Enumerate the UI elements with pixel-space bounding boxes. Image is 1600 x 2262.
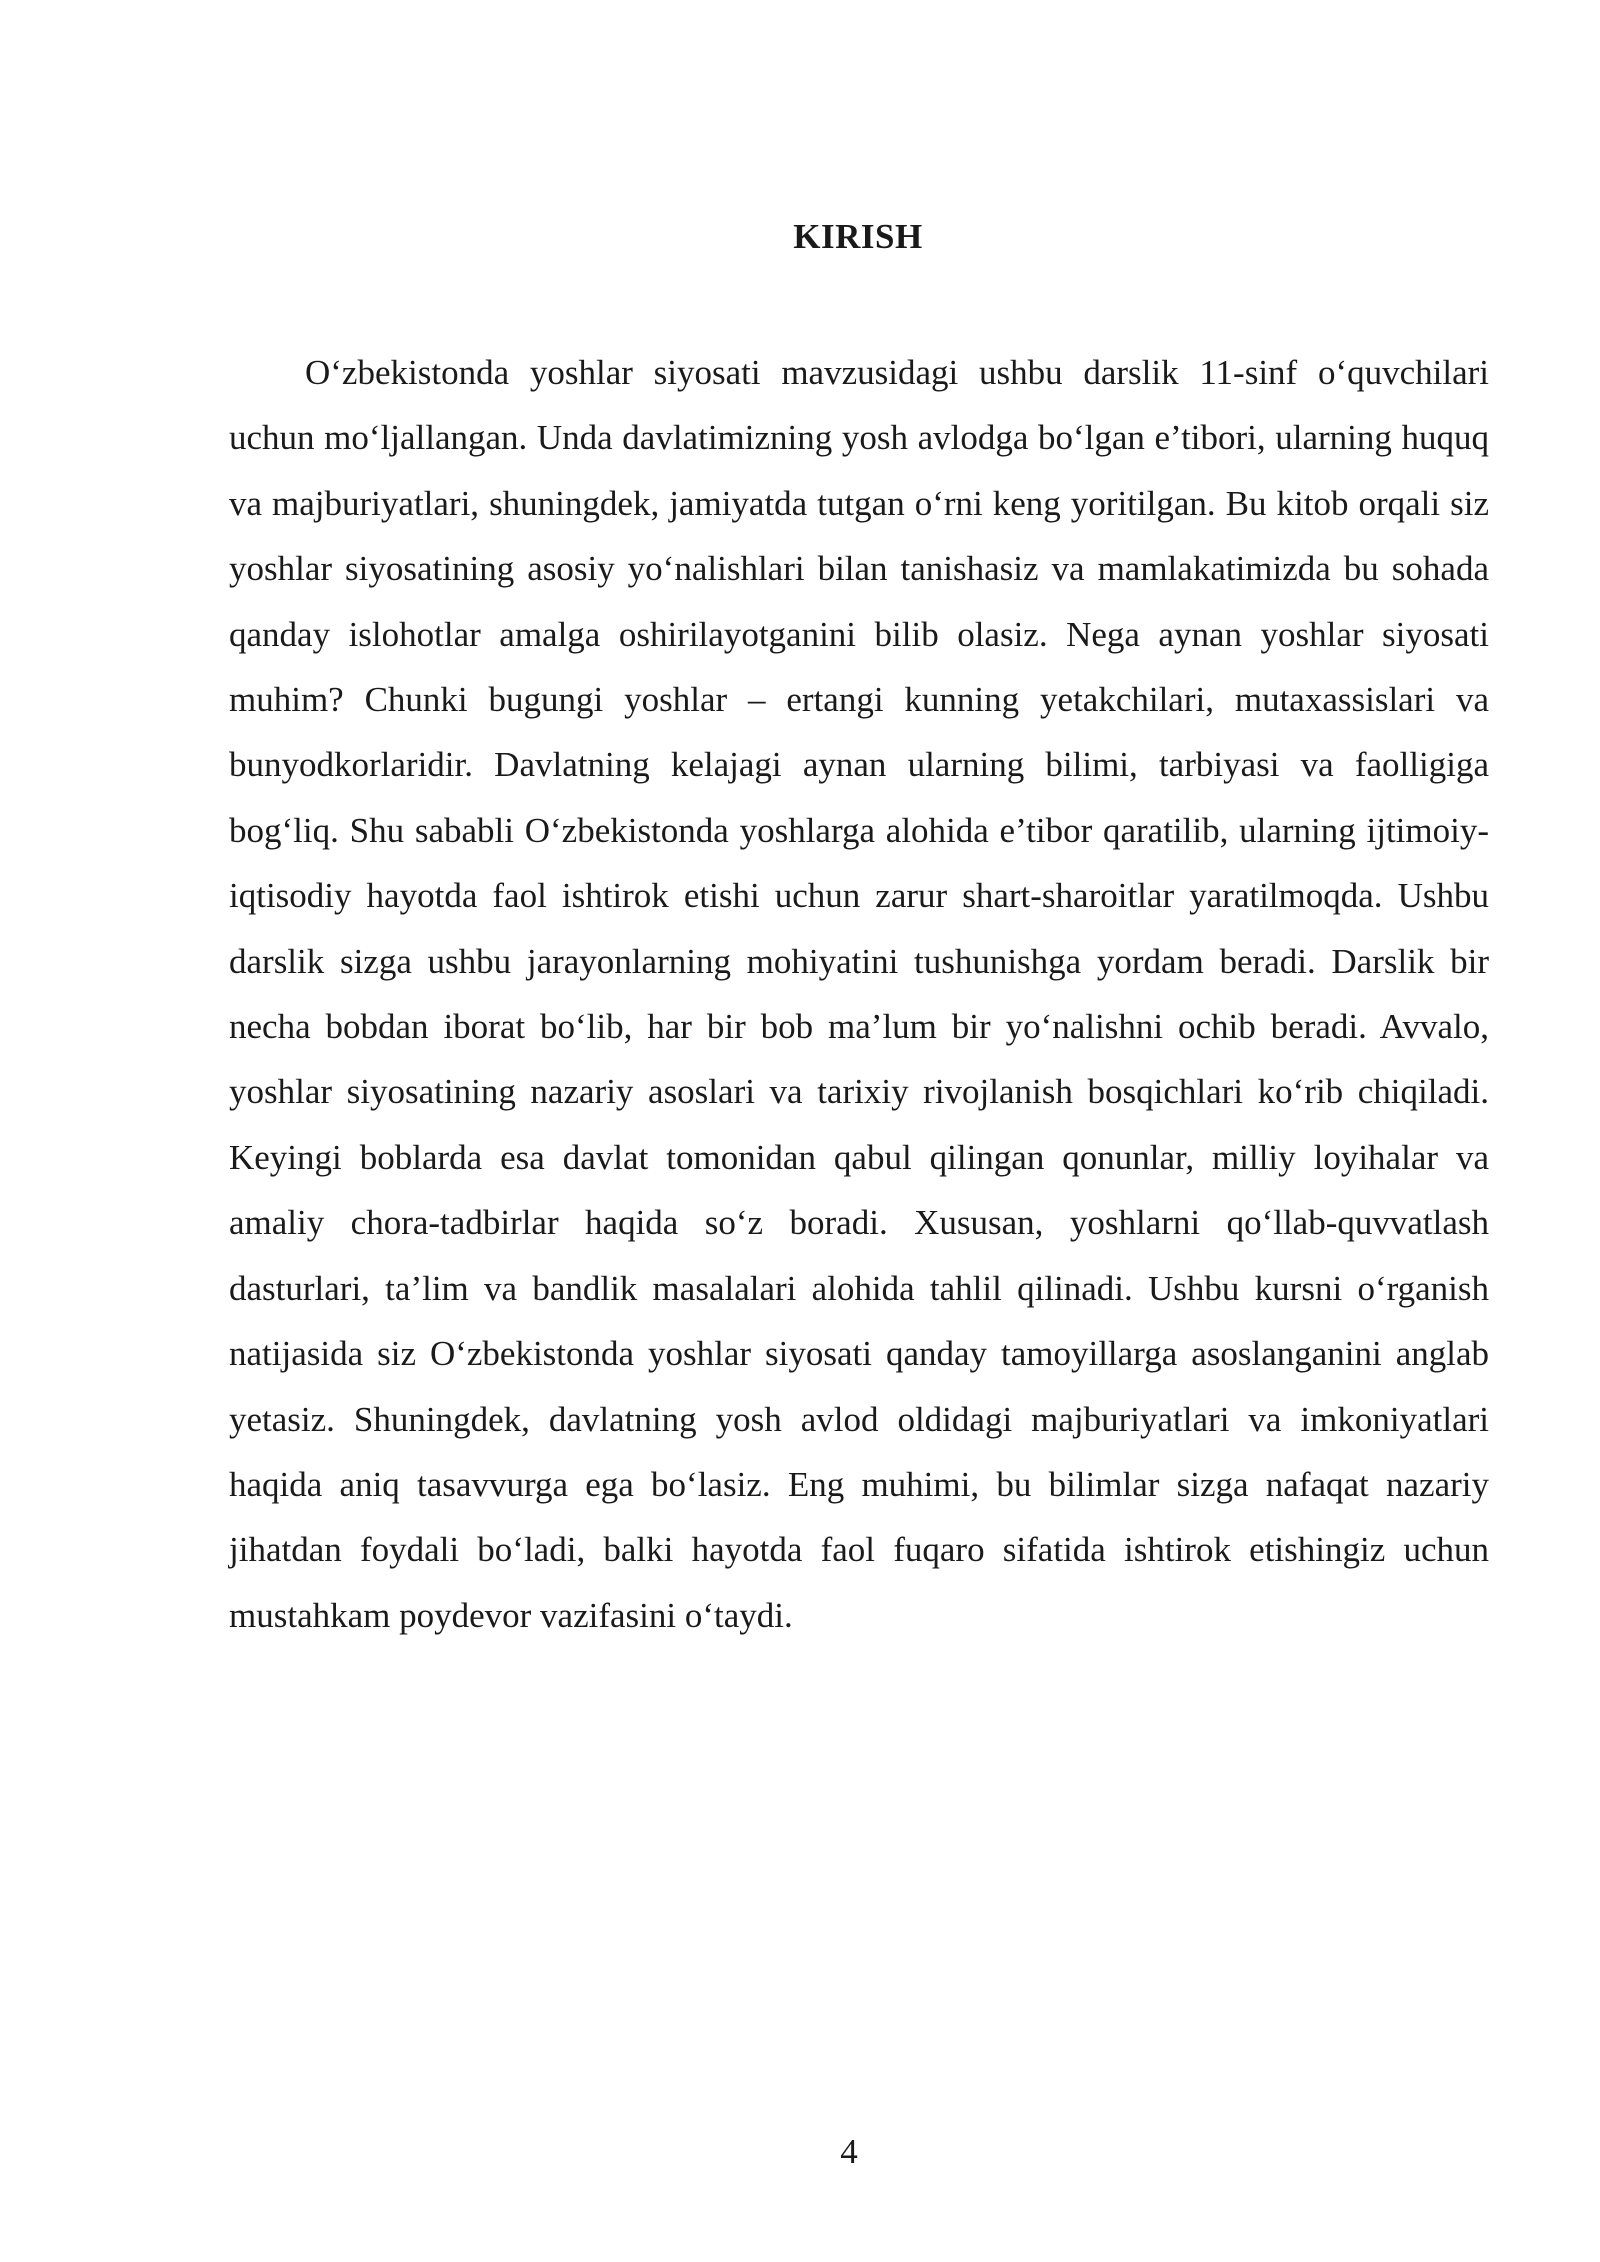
body-paragraph: O‘zbekistonda yoshlar siyosati mavzusidagi ushbu darslik 11-sinf o‘quvchilari uchun mo‘ljallangan. Unda davlatimizning yosh avlodga bo‘lgan e’tibori, ularning huquq va majburiyatlari, shuningdek, jamiyatda tutgan o‘rni keng yoritilgan. Bu kitob orqali siz yoshlar siyosatining asosiy yo‘nalishlari bilan tanishasiz va mamlakatimizda bu sohada qanday islohotlar amalga oshirilayotganini bilib olasiz. Nega aynan yoshlar siyosati muhim? Chunki bugungi yoshlar – ertangi kunning yetakchilari, mutaxassislari va bunyodkorlaridir. Davlatning kelajagi aynan ularning bilimi, tarbiyasi va faolligiga bog‘liq. Shu sababli O‘zbekistonda yoshlarga alohida e’tibor qaratilib, ularning ijtimoiy-iqtisodiy hayotda faol ishtirok etishi uchun zarur shart-sharoitlar yaratilmoqda. Ushbu darslik sizga ushbu jarayonlarning mohiyatini tushunishga yordam beradi. Darslik bir necha bobdan iborat bo‘lib, har bir bob ma’lum bir yo‘nalishni ochib beradi. Avvalo, yoshlar siyosatining nazariy asoslari va tarixiy rivojlanish bosqichlari ko‘rib chiqiladi. Keyingi boblarda esa davlat tomonidan qabul qilingan qonunlar, milliy loyihalar va amaliy chora-tadbirlar haqida so‘z boradi. Xususan, yoshlarni qo‘llab-quvvatlash dasturlari, ta’lim va bandlik masalalari alohida tahlil qilinadi. Ushbu kursni o‘rganish natijasida siz O‘zbekistonda yoshlar siyosati qanday tamoyillarga asoslanganini anglab yetasiz. Shuningdek, davlatning yosh avlod oldidagi majburiyatlari va imkoniyatlari haqida aniq tasavvurga ega bo‘lasiz. Eng muhimi, bu bilimlar sizga nafaqat nazariy jihatdan foydali bo‘ladi, balki hayotda faol fuqaro sifatida ishtirok etishingiz uchun mustahkam poydevor vazifasini o‘taydi. <box>229 353 1489 1635</box>
page-title: KIRISH <box>793 217 923 256</box>
page-number: 4 <box>840 2132 858 2171</box>
heading-container <box>0 0 1600 300</box>
